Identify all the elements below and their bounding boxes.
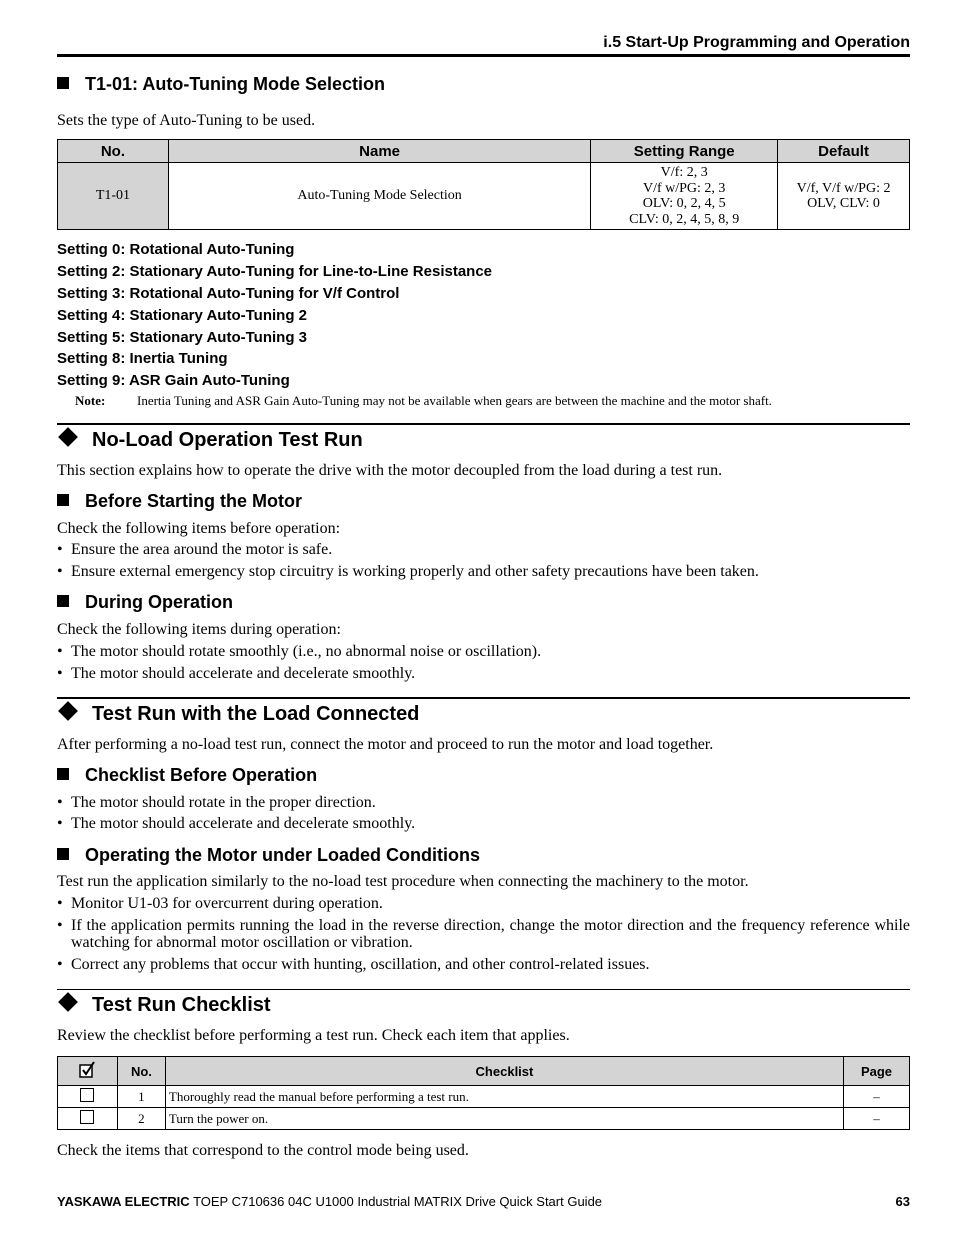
setting-9: Setting 9: ASR Gain Auto-Tuning xyxy=(57,372,290,389)
col-header-checklist: Checklist xyxy=(165,1057,843,1086)
col-header-page: Page xyxy=(844,1057,910,1086)
page-number: 63 xyxy=(895,1194,910,1209)
col-header-default: Default xyxy=(778,140,910,163)
table-row xyxy=(58,1108,910,1130)
note-label: Note: xyxy=(75,393,106,408)
load-connected-heading: Test Run with the Load Connected xyxy=(57,703,419,726)
checkbox[interactable] xyxy=(80,1110,94,1124)
table-header-row xyxy=(58,1057,910,1086)
row-text: Thoroughly read the manual before performing a test run. xyxy=(165,1086,843,1108)
setting-2: Setting 2: Stationary Auto-Tuning for Line-to-Line Resistance xyxy=(57,263,493,280)
diamond-bullet-icon xyxy=(58,427,78,447)
section-rule xyxy=(57,989,910,990)
note xyxy=(75,393,772,409)
before-heading: Before Starting the Motor xyxy=(57,491,302,512)
col-header-range: Setting Range xyxy=(591,140,778,163)
row-page: – xyxy=(844,1086,910,1108)
t1-heading: T1-01: Auto-Tuning Mode Selection xyxy=(57,74,385,95)
before-intro: Check the following items before operation: xyxy=(57,520,341,537)
param-range-cell xyxy=(591,163,778,230)
table-header-row xyxy=(58,140,910,163)
param-no-cell: T1-01 xyxy=(58,163,169,230)
check-cell xyxy=(58,1086,118,1108)
diamond-bullet-icon xyxy=(58,701,78,721)
table-row xyxy=(58,163,910,230)
footer-doc-title: TOEP C710636 04C U1000 Industrial MATRIX Drive Quick Start Guide xyxy=(193,1194,603,1209)
test-run-checklist-heading: Test Run Checklist xyxy=(57,994,271,1017)
list-item: • The motor should rotate in the proper direction. xyxy=(57,794,376,811)
checklist-intro: Review the checklist before performing a test run. Check each item that applies. xyxy=(57,1027,570,1044)
no-load-intro: This section explains how to operate the drive with the motor decoupled from the load during a test run. xyxy=(57,462,723,479)
col-header-name: Name xyxy=(168,140,590,163)
col-header-no: No. xyxy=(58,140,169,163)
col-header-no: No. xyxy=(117,1057,165,1086)
load-connected-intro: After performing a no-load test run, connect the motor and proceed to run the motor and load together. xyxy=(57,736,714,753)
checklist-before-heading: Checklist Before Operation xyxy=(57,765,317,786)
square-bullet-icon xyxy=(57,595,69,607)
range-line: V/f: 2, 3 xyxy=(660,165,708,180)
t1-intro: Sets the type of Auto-Tuning to be used. xyxy=(57,112,316,129)
checkbox[interactable] xyxy=(80,1088,94,1102)
section-rule xyxy=(57,697,910,699)
range-line: OLV: 0, 2, 4, 5 xyxy=(642,196,726,211)
row-no: 2 xyxy=(117,1108,165,1130)
list-item: • Monitor U1-03 for overcurrent during operation. xyxy=(57,895,383,912)
square-bullet-icon xyxy=(57,848,69,860)
during-heading: During Operation xyxy=(57,592,233,613)
list-item: • The motor should accelerate and decelerate smoothly. xyxy=(57,815,416,832)
setting-3: Setting 3: Rotational Auto-Tuning for V/f Control xyxy=(57,285,400,302)
row-no: 1 xyxy=(117,1086,165,1108)
setting-0: Setting 0: Rotational Auto-Tuning xyxy=(57,241,295,258)
default-line: OLV, CLV: 0 xyxy=(807,196,880,211)
range-line: V/f w/PG: 2, 3 xyxy=(642,180,726,196)
row-page: – xyxy=(844,1108,910,1130)
setting-5: Setting 5: Stationary Auto-Tuning 3 xyxy=(57,329,307,346)
header-rule xyxy=(57,54,910,57)
checkbox-checked-icon xyxy=(78,1061,96,1079)
list-item: • The motor should rotate smoothly (i.e., no abnormal noise or oscillation). xyxy=(57,643,542,660)
test-run-checklist-table xyxy=(57,1056,910,1130)
setting-4: Setting 4: Stationary Auto-Tuning 2 xyxy=(57,307,307,324)
table-row xyxy=(58,1086,910,1108)
footer-company: YASKAWA ELECTRIC xyxy=(57,1194,190,1209)
checklist-after-text: Check the items that correspond to the control mode being used. xyxy=(57,1142,469,1159)
square-bullet-icon xyxy=(57,77,69,89)
setting-8: Setting 8: Inertia Tuning xyxy=(57,350,228,367)
range-line: CLV: 0, 2, 4, 5, 8, 9 xyxy=(629,211,740,227)
square-bullet-icon xyxy=(57,494,69,506)
section-rule xyxy=(57,423,910,425)
list-item: • Correct any problems that occur with hunting, oscillation, and other control-related issues. xyxy=(57,956,650,973)
row-text: Turn the power on. xyxy=(165,1108,843,1130)
diamond-bullet-icon xyxy=(58,992,78,1012)
t1-parameter-table xyxy=(57,139,910,230)
param-default-cell xyxy=(778,163,910,230)
note-text: Inertia Tuning and ASR Gain Auto-Tuning may not be available when gears are between the machine and the motor shaft. xyxy=(137,393,772,408)
loaded-intro: Test run the application similarly to the no-load test procedure when connecting the machinery to the motor. xyxy=(57,873,749,890)
during-intro: Check the following items during operation: xyxy=(57,621,341,638)
default-line: V/f, V/f w/PG: 2 xyxy=(796,180,891,196)
list-item: • Ensure external emergency stop circuitry is working properly and other safety precautions have been taken. xyxy=(57,563,759,580)
param-name-cell: Auto-Tuning Mode Selection xyxy=(168,163,590,230)
square-bullet-icon xyxy=(57,768,69,780)
check-cell xyxy=(58,1108,118,1130)
list-item: • Ensure the area around the motor is safe. xyxy=(57,541,333,558)
check-column-header xyxy=(58,1057,118,1086)
page-footer xyxy=(57,1194,910,1209)
running-header: i.5 Start-Up Programming and Operation xyxy=(603,34,910,51)
loaded-heading: Operating the Motor under Loaded Conditions xyxy=(57,845,480,866)
list-item: • If the application permits running the load in the reverse direction, change the motor direction and the frequency reference while watching for abnormal motor oscillation or vibration. xyxy=(57,917,910,951)
no-load-heading: No-Load Operation Test Run xyxy=(57,429,363,452)
list-item: • The motor should accelerate and decelerate smoothly. xyxy=(57,665,416,682)
